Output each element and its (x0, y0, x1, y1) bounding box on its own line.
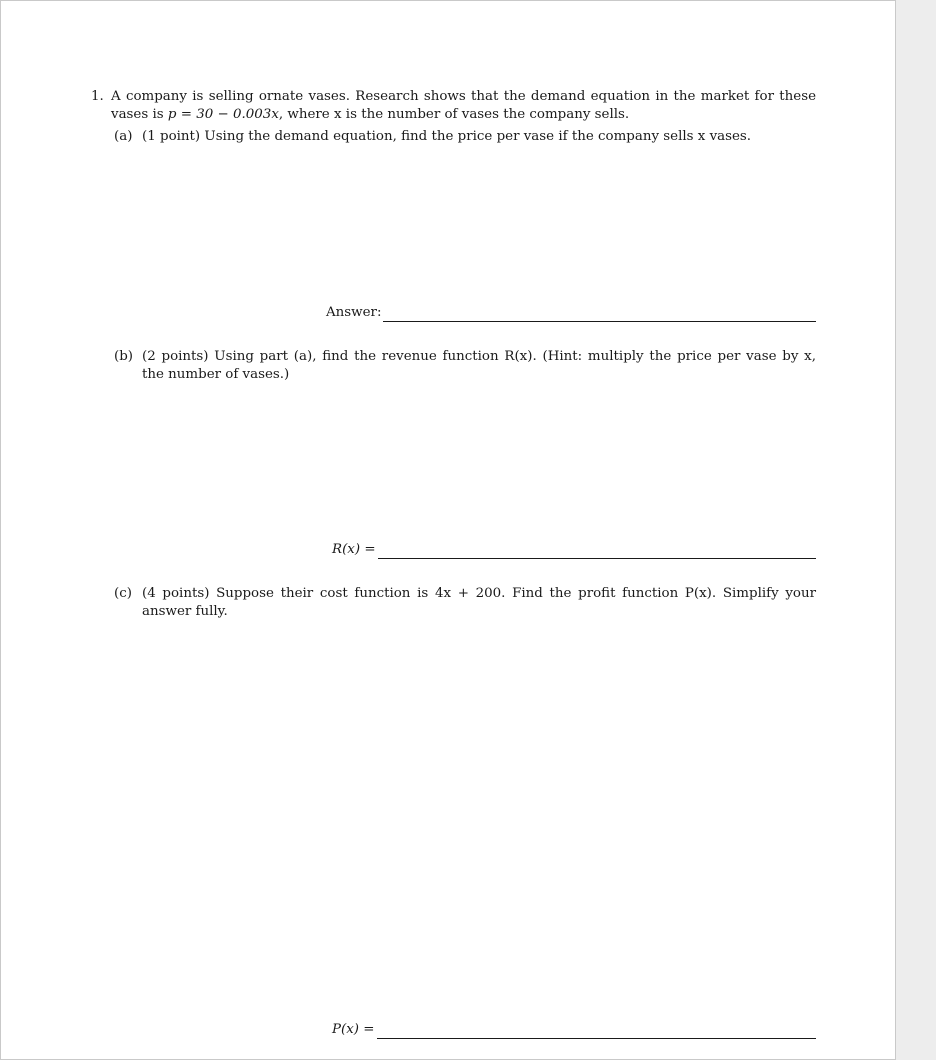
part-c-label: (c) (114, 586, 132, 601)
part-b-answer-line (378, 544, 816, 559)
part-a-answer (326, 304, 816, 322)
part-c-answer-label: P(x) = (332, 1022, 375, 1037)
part-b (114, 348, 816, 384)
part-b-answer-label: R(x) = (332, 542, 376, 557)
problem-stem-line1: A company is selling ornate vases. Research shows that the demand equation in the market for these vases is (111, 89, 816, 122)
problem-stem (91, 88, 816, 124)
part-a-text: (1 point) Using the demand equation, find the price per vase if the company sells x vases. (142, 129, 752, 144)
part-c-answer (332, 1021, 816, 1039)
part-a-answer-label: Answer: (326, 305, 382, 320)
part-a (114, 128, 816, 146)
part-c-text: (4 points) Suppose their cost function is 4x + 200. Find the profit function P(x). Simplify your answer fully. (142, 586, 816, 619)
part-c (114, 585, 816, 621)
part-b-text: (2 points) Using part (a), find the revenue function R(x). (Hint: multiply the price per vase by x, the number of vases.) (142, 349, 816, 382)
part-c-answer-line (377, 1024, 817, 1039)
viewer-scrollbar-area[interactable] (896, 0, 936, 1042)
problem-stem-line2: , where x is the number of vases the company sells. (278, 107, 630, 122)
problem-number: 1. (91, 89, 104, 104)
part-a-answer-line (383, 307, 816, 322)
problem-1 (91, 88, 816, 124)
part-b-answer (332, 541, 816, 559)
demand-equation: p = 30 − 0.003x (167, 107, 279, 122)
part-b-label: (b) (114, 349, 134, 364)
part-a-label: (a) (114, 129, 133, 144)
